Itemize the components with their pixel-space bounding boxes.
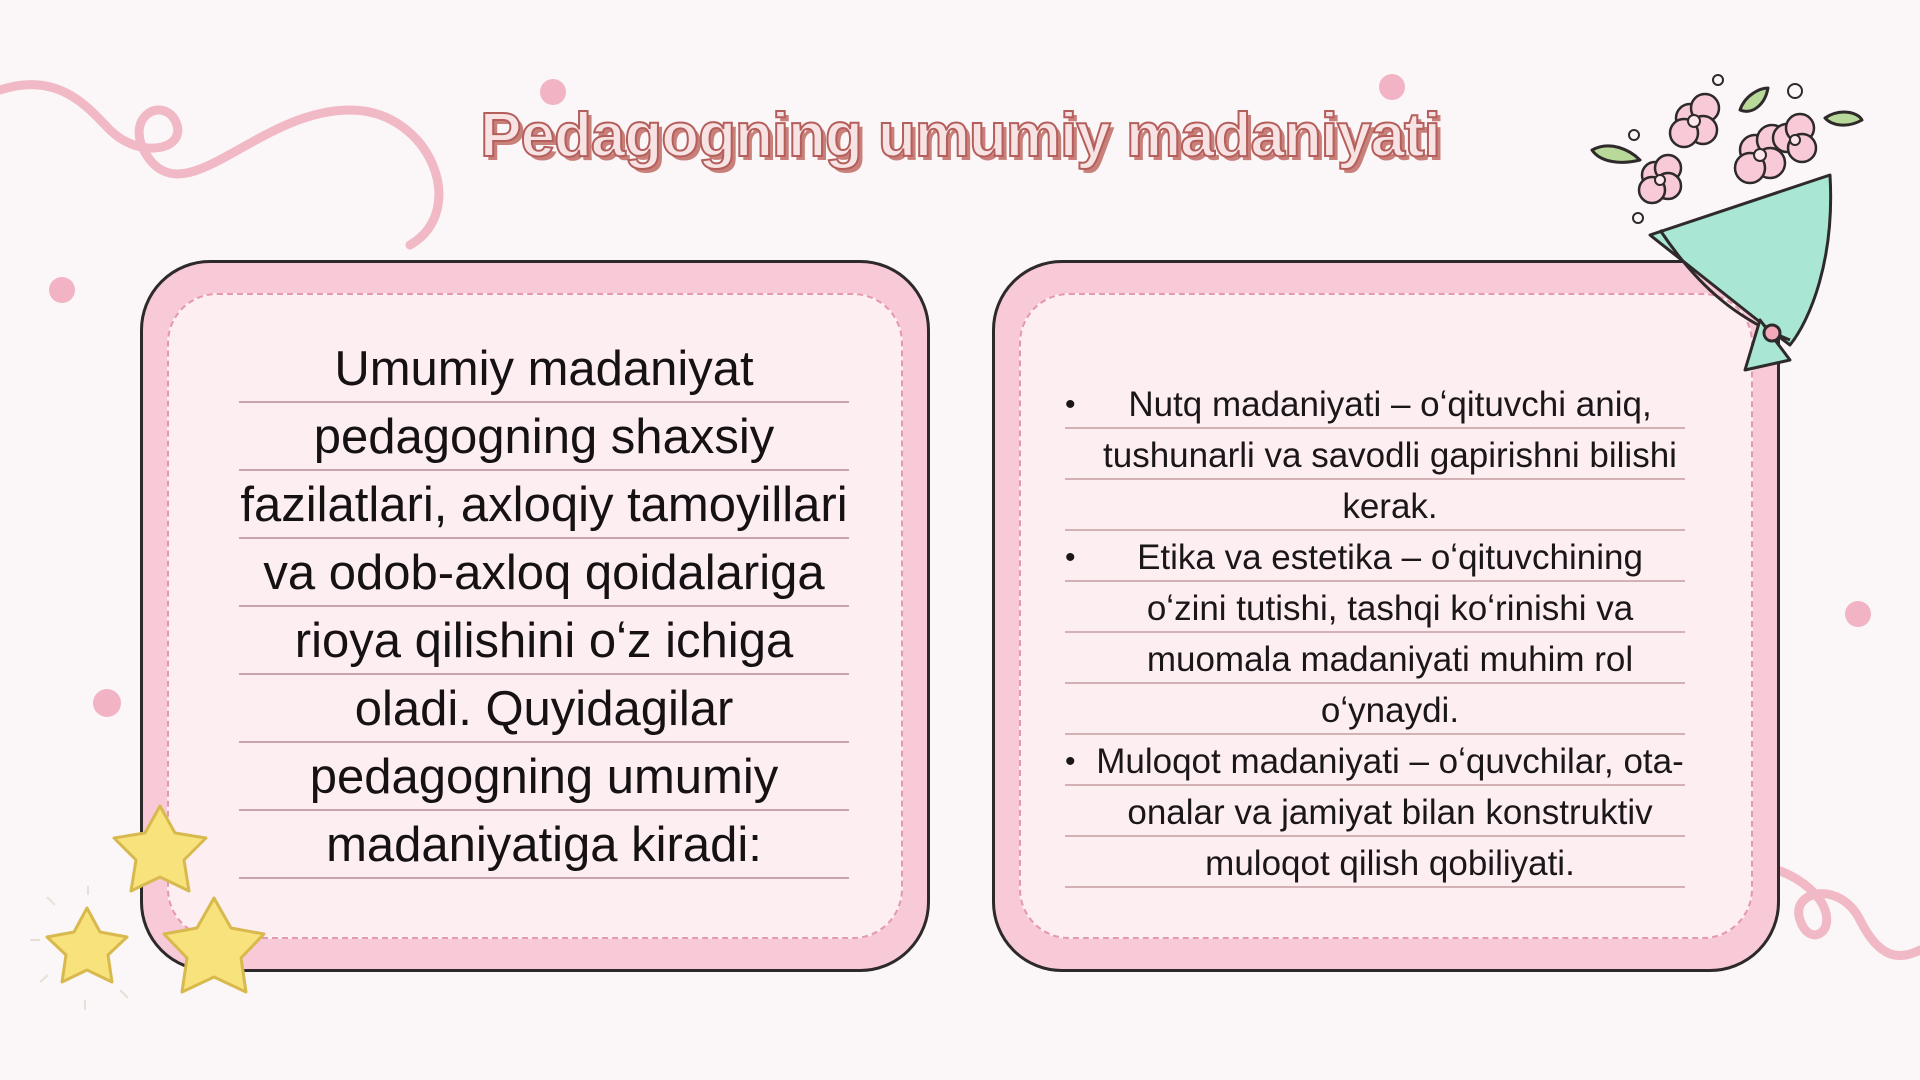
list-item: • Etika va estetika – oʻqituvchining oʻzini tutishi, tashqi koʻrinishi va muomala madaniyati muhim rol oʻynaydi.	[1065, 532, 1685, 736]
right-card	[992, 260, 1780, 972]
left-card	[140, 260, 930, 972]
slide-title: Pedagogning umumiy madaniyati	[480, 101, 1440, 170]
left-card-text: Umumiy madaniyat pedagogning shaxsiy fazilatlari, axloqiy tamoyillari va odob-axloq qoidalariga rioya qilishini oʻz ichiga oladi. Quyidagilar pedagogning umumiy madaniyatiga kiradi:	[239, 335, 849, 879]
list-item: • Nutq madaniyati – oʻqituvchi aniq, tushunarli va savodli gapirishni bilishi kerak.	[1065, 379, 1685, 532]
left-card-inner	[167, 293, 903, 939]
right-card-inner	[1019, 293, 1753, 939]
dot	[49, 277, 75, 303]
list-item: • Muloqot madaniyati – oʻquvchilar, ota-onalar va jamiyat bilan konstruktiv muloqot qilish qobiliyati.	[1065, 736, 1685, 889]
bullet-list	[1065, 379, 1685, 889]
dot	[93, 689, 121, 717]
dot	[1379, 74, 1405, 100]
dot	[1845, 601, 1871, 627]
